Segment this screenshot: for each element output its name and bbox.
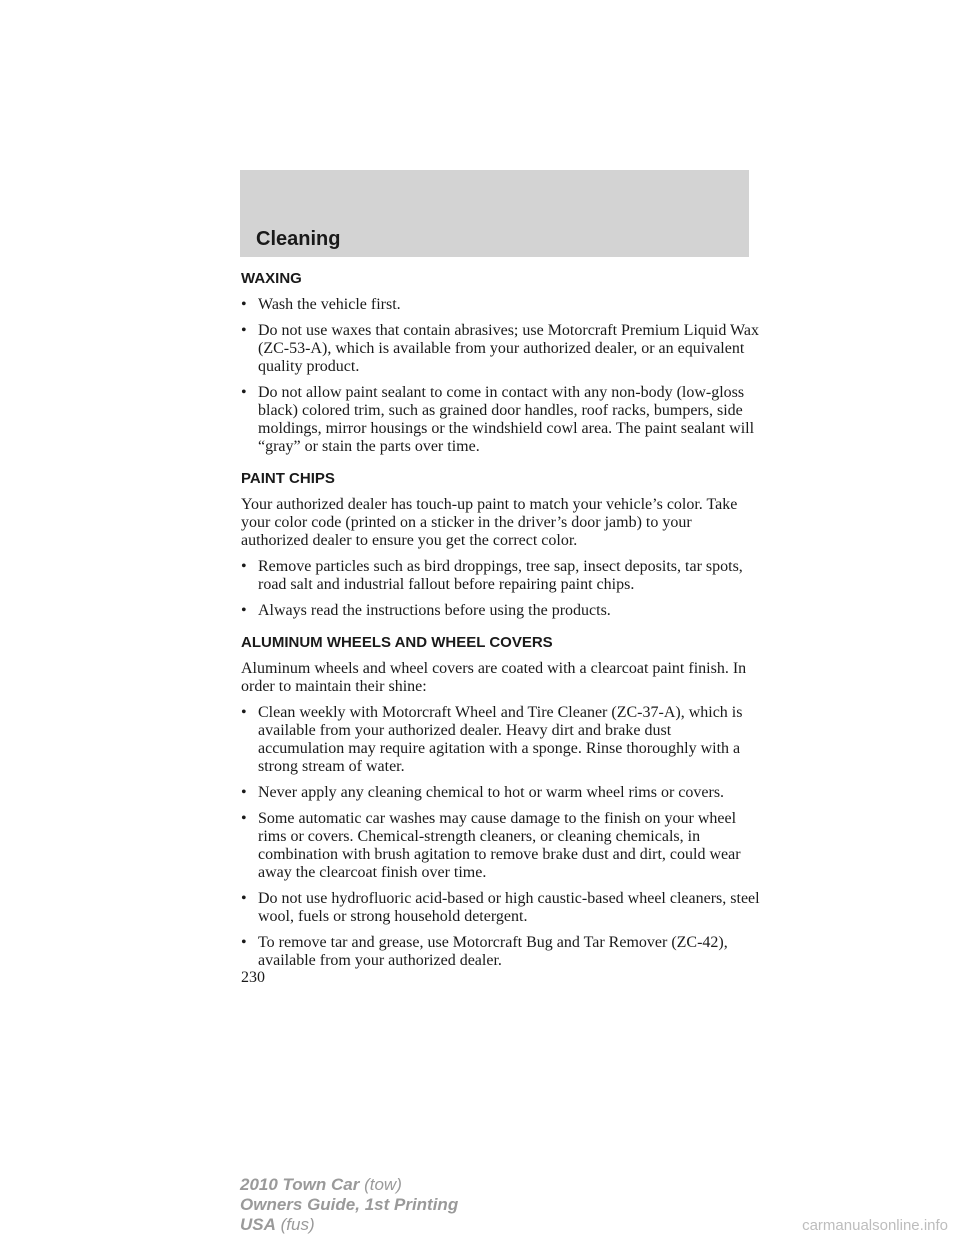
bullet-item: • Wash the vehicle first. (241, 296, 761, 314)
bullet-list (241, 704, 761, 970)
bullet-item: • Always read the instructions before using the products. (241, 602, 761, 620)
section-title: Cleaning (256, 228, 341, 250)
footer-region-code: (fus) (280, 1215, 315, 1234)
header-band (240, 170, 749, 257)
bullet-item: • Do not use waxes that contain abrasives; use Motorcraft Premium Liquid Wax (ZC-53-A), which is available from your authorized dealer, or an equivalent quality product. (241, 322, 761, 376)
bullet-item: • Clean weekly with Motorcraft Wheel and Tire Cleaner (ZC-37-A), which is available from your authorized dealer. Heavy dirt and brake dust accumulation may require agitation with a sponge. Rinse thoroughly with a strong stream of water. (241, 704, 761, 776)
bullet-item: • Do not allow paint sealant to come in contact with any non-body (low-gloss black) colored trim, such as grained door handles, roof racks, bumpers, side moldings, mirror housings or the windshield cowl area. The paint sealant will “gray” or stain the parts over time. (241, 384, 761, 456)
bullet-list (241, 296, 761, 456)
bullet-item: • Some automatic car washes may cause damage to the finish on your wheel rims or covers. Chemical-strength cleaners, or cleaning chemicals, in combination with brush agitation to remove brake dust and dirt, could wear away the clearcoat finish over time. (241, 810, 761, 882)
bullet-item: • Do not use hydrofluoric acid-based or high caustic-based wheel cleaners, steel wool, fuels or strong household detergent. (241, 890, 761, 926)
footer-model: 2010 Town Car (240, 1175, 360, 1194)
footer-region: USA (240, 1215, 276, 1234)
bullet-item: • To remove tar and grease, use Motorcraft Bug and Tar Remover (ZC-42), available from your authorized dealer. (241, 934, 761, 970)
page-content (241, 270, 761, 978)
bullet-item: • Remove particles such as bird droppings, tree sap, insect deposits, tar spots, road salt and industrial fallout before repairing paint chips. (241, 558, 761, 594)
footer-line-1 (240, 1175, 458, 1195)
section-paint-chips (241, 470, 761, 620)
section-heading: PAINT CHIPS (241, 470, 335, 487)
paragraph: Your authorized dealer has touch-up paint to match your vehicle’s color. Take your color code (printed on a sticker in the driver’s door jamb) to your authorized dealer to ensure you get the correct color. (241, 496, 738, 549)
bullet-item: • Never apply any cleaning chemical to hot or warm wheel rims or covers. (241, 784, 761, 802)
footer-model-code: (tow) (364, 1175, 402, 1194)
watermark-link[interactable]: carmanualsonline.info (802, 1217, 948, 1234)
paragraph: Aluminum wheels and wheel covers are coated with a clearcoat paint finish. In order to maintain their shine: (241, 660, 747, 695)
section-waxing (241, 270, 761, 456)
page-number: 230 (241, 969, 265, 986)
section-heading: ALUMINUM WHEELS AND WHEEL COVERS (241, 634, 553, 651)
section-aluminum-wheels (241, 634, 761, 970)
footer-line-3 (240, 1215, 458, 1235)
footer-line-2: Owners Guide, 1st Printing (240, 1195, 459, 1214)
bullet-list (241, 558, 761, 620)
section-heading: WAXING (241, 270, 302, 287)
footer-imprint (240, 1175, 458, 1235)
